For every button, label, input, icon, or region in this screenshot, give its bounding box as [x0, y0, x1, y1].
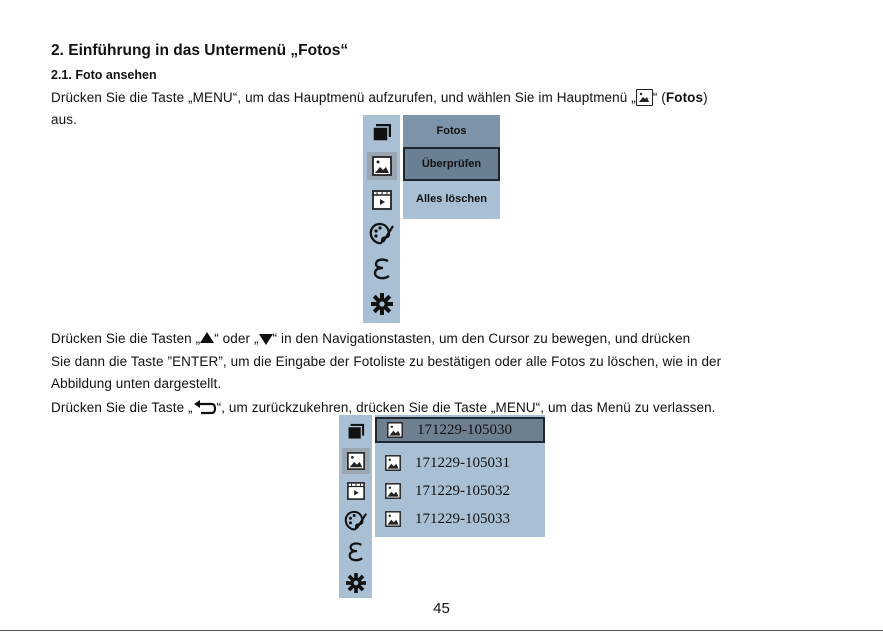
- main-menu-sidebar-2: [339, 415, 372, 598]
- text-segment: “ (: [652, 90, 666, 105]
- text-segment: Drücken Sie die Taste „MENU“, um das Hauptmenü aufzurufen, und wählen Sie im Hauptmenü „: [51, 90, 636, 105]
- layers-icon[interactable]: [343, 420, 369, 444]
- submenu-item-alles-loeschen[interactable]: Alles löschen: [416, 193, 487, 205]
- submenu-header: Fotos: [403, 115, 500, 147]
- photo-icon[interactable]: [367, 152, 397, 180]
- text-segment: Drücken Sie die Tasten „: [51, 331, 201, 346]
- palette-icon[interactable]: [367, 220, 397, 248]
- fotos-submenu: [403, 115, 500, 219]
- fotos-bold-label: Fotos: [665, 90, 704, 105]
- photo-file-list: [375, 415, 545, 537]
- file-row-2[interactable]: [375, 478, 545, 504]
- file-name: 171229-105031: [415, 454, 510, 471]
- section-heading: 2. Einführung in das Untermenü „Fotos“: [51, 42, 349, 59]
- file-row-3[interactable]: [375, 506, 545, 532]
- submenu-item-ueberpruefen[interactable]: Überprüfen: [403, 147, 500, 181]
- arrow-up-icon: [200, 332, 214, 343]
- file-row-1[interactable]: [375, 450, 545, 476]
- file-name: 171229-105033: [415, 510, 510, 527]
- epsilon-icon[interactable]: [368, 255, 396, 283]
- photo-icon: [385, 455, 401, 471]
- palette-icon[interactable]: [342, 508, 370, 534]
- video-icon[interactable]: [343, 479, 369, 503]
- text-segment: “ in den Navigationstasten, um den Cursor zu bewegen, und drücken: [272, 331, 691, 346]
- arrow-down-icon: [259, 334, 273, 345]
- paragraph-2-line-2: Sie dann die Taste ”ENTER”, um die Eingabe der Fotoliste zu bestätigen oder alle Fotos zu löschen, wie in der: [51, 354, 722, 369]
- layers-icon[interactable]: [368, 120, 396, 146]
- file-row-0[interactable]: [375, 417, 545, 443]
- text-segment: Drücken Sie die Taste „: [51, 400, 193, 415]
- page-number: 45: [433, 600, 450, 617]
- paragraph-2-line-3: Abbildung unten dargestellt.: [51, 376, 222, 391]
- main-menu-sidebar: [363, 115, 400, 323]
- text-segment: “, um zurückzukehren, drücken Sie die Taste „MENU“, um das Menü zu verlassen.: [216, 400, 716, 415]
- bottom-divider: [0, 630, 883, 631]
- text-segment: “ oder „: [214, 331, 259, 346]
- gear-icon[interactable]: [343, 570, 369, 596]
- subsection-heading: 2.1. Foto ansehen: [51, 68, 157, 82]
- photo-icon: [387, 422, 403, 438]
- photo-icon: [385, 483, 401, 499]
- photo-icon: [385, 511, 401, 527]
- file-name: 171229-105030: [417, 421, 512, 438]
- paragraph-2-line-1: [51, 331, 690, 346]
- file-name: 171229-105032: [415, 482, 510, 499]
- text-segment: ): [703, 90, 708, 105]
- photo-icon[interactable]: [342, 448, 370, 474]
- return-arrow-icon: [193, 399, 217, 420]
- paragraph-1-line-1: [51, 89, 708, 106]
- epsilon-icon[interactable]: [343, 539, 369, 565]
- gear-icon[interactable]: [368, 290, 396, 318]
- photo-icon: [636, 89, 653, 106]
- paragraph-1-line-2: aus.: [51, 112, 77, 127]
- video-icon[interactable]: [368, 187, 396, 213]
